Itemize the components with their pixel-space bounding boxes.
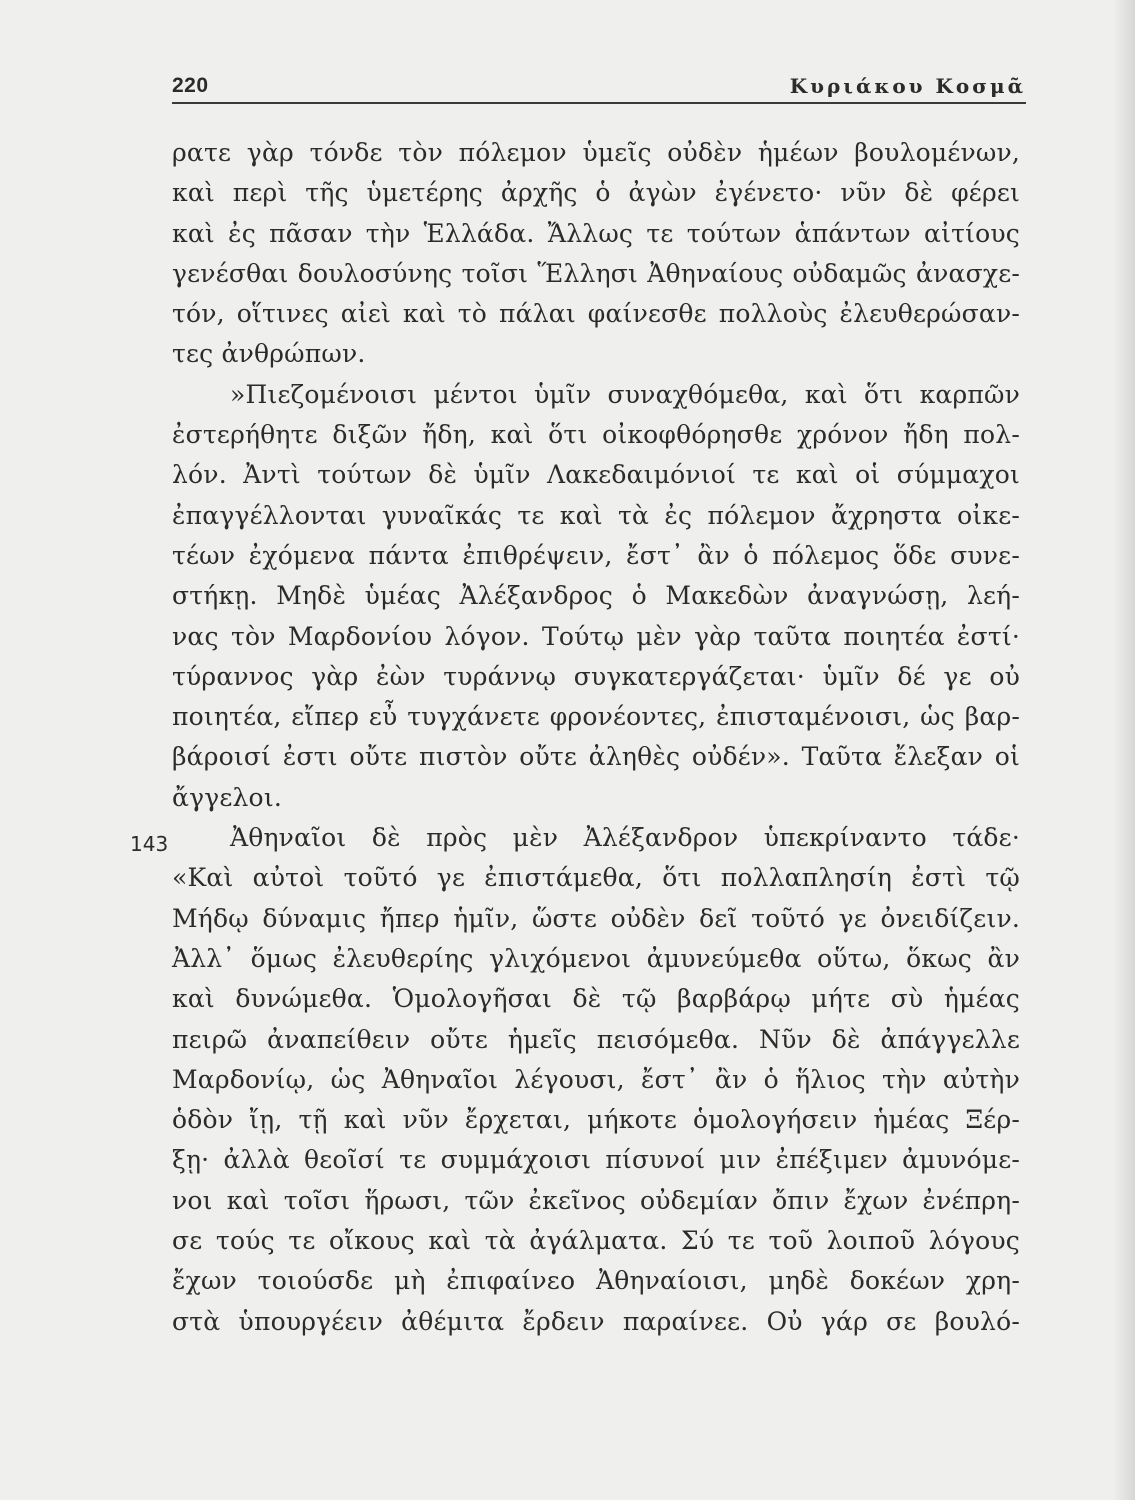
text-line: τες ἀνθρώπων. <box>172 339 366 369</box>
text-line: νας τὸν Μαρδονίου λόγον. Τούτῳ μὲν γὰρ ταῦτα ποιητέα ἐστί· <box>172 621 1020 651</box>
text-line: καὶ περὶ τῆς ὑμετέρης ἀρχῆς ὁ ἀγὼν ἐγένετο· νῦν δὲ φέρει <box>172 178 1020 208</box>
text-line: καὶ δυνώμεθα. Ὁμολογῆσαι δὲ τῷ βαρβάρῳ μήτε σὺ ἡμέας <box>172 984 1020 1014</box>
text-line: ρατε γὰρ τόνδε τὸν πόλεμον ὑμεῖς οὐδὲν ἡμέων βουλομένων, <box>172 138 1020 167</box>
text-line: πειρῶ ἀναπείθειν οὔτε ἡμεῖς πεισόμεθα. Νῦν δὲ ἀπάγγελλε <box>172 1024 1020 1054</box>
running-title: Κυριάκου Κοσμᾶ <box>789 74 1026 98</box>
running-header <box>172 72 1026 104</box>
text-line: ποιητέα, εἴπερ εὖ τυγχάνετε φρονέοντες, ἐπισταμένοισι, ὡς βαρ- <box>172 702 1020 732</box>
section-number-margin: 143 <box>130 832 169 856</box>
text-line: Μήδῳ δύναμις ἤπερ ἡμῖν, ὥστε οὐδὲν δεῖ τοῦτό γε ὀνειδίζειν. <box>172 903 1020 933</box>
text-line-paragraph-start: Ἀθηναῖοι δὲ πρὸς μὲν Ἀλέξανδρον ὑπεκρίναντο τάδε· <box>230 823 1020 853</box>
text-line: ὁδὸν ἴῃ, τῇ καὶ νῦν ἔρχεται, μήκοτε ὁμολογήσειν ἡμέας Ξέρ- <box>172 1105 1020 1135</box>
text-line: «Καὶ αὐτοὶ τοῦτό γε ἐπιστάμεθα, ὅτι πολλαπλησίη ἐστὶ τῷ <box>172 863 1020 893</box>
text-line: ἐστερήθητε διξῶν ἤδη, καὶ ὅτι οἰκοφθόρησθε χρόνον ἤδη πολ- <box>172 420 1020 450</box>
page-number: 220 <box>172 74 209 97</box>
text-line: ἐπαγγέλλονται γυναῖκάς τε καὶ τὰ ἐς πόλεμον ἄχρηστα οἰκε- <box>172 500 1020 530</box>
text-line: στήκῃ. Μηδὲ ὑμέας Ἀλέξανδρος ὁ Μακεδὼν ἀναγνώσῃ, λεή- <box>172 581 1020 611</box>
page-edge-shadow <box>1113 0 1135 1500</box>
text-line: τέων ἐχόμενα πάντα ἐπιθρέψειν, ἔστ᾽ ἂν ὁ πόλεμος ὅδε συνε- <box>172 540 1020 570</box>
text-line: καὶ ἐς πᾶσαν τὴν Ἑλλάδα. Ἄλλως τε τούτων ἁπάντων αἰτίους <box>172 218 1020 248</box>
text-line: ἔχων τοιούσδε μὴ ἐπιφαίνεο Ἀθηναίοισι, μηδὲ δοκέων χρη- <box>172 1266 1020 1296</box>
text-line: νοι καὶ τοῖσι ἥρωσι, τῶν ἐκεῖνος οὐδεμίαν ὄπιν ἔχων ἐνέπρη- <box>172 1185 1020 1215</box>
text-line: σε τούς τε οἴκους καὶ τὰ ἀγάλματα. Σύ τε τοῦ λοιποῦ λόγους <box>172 1226 1020 1256</box>
body-text <box>172 133 1020 1342</box>
text-line: ξῃ· ἀλλὰ θεοῖσί τε συμμάχοισι πίσυνοί μιν ἐπέξιμεν ἀμυνόμε- <box>172 1145 1020 1175</box>
text-line: Ἀλλ᾽ ὅμως ἐλευθερίης γλιχόμενοι ἀμυνεύμεθα οὕτω, ὅκως ἂν <box>172 943 1020 973</box>
text-line: τύραννος γὰρ ἐὼν τυράννῳ συγκατεργάζεται· ὑμῖν δέ γε οὐ <box>172 661 1020 691</box>
text-line: Μαρδονίῳ, ὡς Ἀθηναῖοι λέγουσι, ἔστ᾽ ἂν ὁ ἥλιος τὴν αὐτὴν <box>172 1064 1020 1094</box>
text-line: τόν, οἵτινες αἰεὶ καὶ τὸ πάλαι φαίνεσθε πολλοὺς ἐλευθερώσαν- <box>172 299 1020 329</box>
text-line: γενέσθαι δουλοσύνης τοῖσι Ἕλλησι Ἀθηναίους οὐδαμῶς ἀνασχε- <box>172 258 1020 288</box>
text-line-paragraph-start: »Πιεζομένοισι μέντοι ὑμῖν συναχθόμεθα, καὶ ὅτι καρπῶν <box>230 379 1020 409</box>
text-line: στὰ ὑπουργέειν ἀθέμιτα ἔρδειν παραίνεε. Οὐ γάρ σε βουλό- <box>172 1306 1020 1336</box>
text-line: βάροισί ἐστι οὔτε πιστὸν οὔτε ἀληθὲς οὐδέν». Ταῦτα ἔλεξαν οἱ <box>172 742 1020 772</box>
text-line: λόν. Ἀντὶ τούτων δὲ ὑμῖν Λακεδαιμόνιοί τε καὶ οἱ σύμμαχοι <box>172 460 1020 490</box>
text-line: ἄγγελοι. <box>172 782 282 812</box>
